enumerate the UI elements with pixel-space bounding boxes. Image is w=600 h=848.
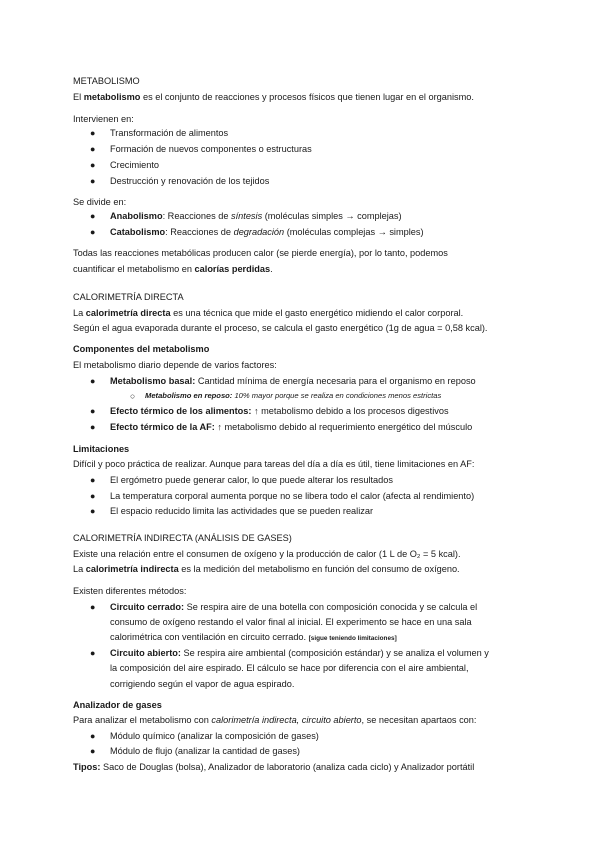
bullet-icon: ● [90,422,96,432]
indirecta-line-2: La calorimetría indirecta es la medición del metabolismo en función del consumo de oxígeno. [73,564,460,574]
bullet-icon: ● [90,731,96,741]
list-item-cerrado: Circuito cerrado: Se respira aire de una botella con composición conocida y se calcula el [110,602,478,612]
analizador-intro: Para analizar el metabolismo con calorimetría indirecta, circuito abierto, se necesitan apartaos con: [73,715,477,725]
indirecta-line-1: Existe una relación entre el consumen de oxígeno y la producción de calor (1 L de O₂ = 5 kcal). [73,549,461,559]
cerrado-line-3: calorimétrica con ventilación en circuito cerrado. [sigue teniendo limitaciones] [110,632,397,642]
bullet-icon: ● [90,406,96,416]
cerrado-line-2: consumo de oxígeno restando el valor final al inicial. El experimento se hace en una sala [110,617,472,627]
list-item-alimentos: Efecto térmico de los alimentos: ↑ metabolismo debido a los procesos digestivos [110,406,449,416]
list-item: Formación de nuevos componentes o estructuras [110,144,312,154]
bullet-icon: ● [90,475,96,485]
list-item-af: Efecto térmico de la AF: ↑ metabolismo debido al requerimiento energético del músculo [110,422,473,432]
list-item-reposo: Metabolismo en reposo: 10% mayor porque se realiza en condiciones menos estrictas [145,391,442,400]
intervienen-heading: Intervienen en: [73,114,134,124]
circle-bullet-icon: ○ [130,391,136,401]
section-heading-indirecta: CALORIMETRÍA INDIRECTA (ANÁLISIS DE GASES) [73,533,292,543]
list-item: El espacio reducido limita las actividades que se pueden realizar [110,506,374,516]
list-item: Módulo de flujo (analizar la cantidad de gases) [110,746,300,756]
list-item: Destrucción y renovación de los tejidos [110,176,270,186]
list-item: La temperatura corporal aumenta porque no se libera todo el calor (afecta al rendimiento) [110,491,475,501]
todas-line-1: Todas las reacciones metabólicas producen calor (se pierde energía), por lo tanto, podemos [73,248,448,258]
list-item-abierto: Circuito abierto: Se respira aire ambiental (composición estándar) y se analiza el volumen y [110,648,489,658]
bullet-icon: ● [90,376,96,386]
componentes-intro: El metabolismo diario depende de varios factores: [73,360,277,370]
list-item: El ergómetro puede generar calor, lo que puede alterar los resultados [110,475,393,485]
bullet-icon: ● [90,176,96,186]
bullet-icon: ● [90,506,96,516]
list-item: Transformación de alimentos [110,128,229,138]
limitaciones-heading: Limitaciones [73,444,130,454]
bullet-icon: ● [90,227,96,237]
list-item-anabolismo: Anabolismo: Reacciones de síntesis (moléculas simples → complejas) [110,211,402,221]
intro-paragraph: El metabolismo es el conjunto de reacciones y procesos físicos que tienen lugar en el organismo. [73,92,474,102]
list-item-catabolismo: Catabolismo: Reacciones de degradación (moléculas complejas → simples) [110,227,424,237]
metodos-heading: Existen diferentes métodos: [73,586,187,596]
directa-line-2: Según el agua evaporada durante el proceso, se calcula el gasto energético (1g de agua = 0,58 kcal). [73,323,488,333]
list-item: Crecimiento [110,160,160,170]
bullet-icon: ● [90,648,96,658]
bullet-icon: ● [90,144,96,154]
bullet-icon: ● [90,746,96,756]
limitaciones-intro: Difícil y poco práctica de realizar. Aunque para tareas del día a día es útil, tiene limitaciones en AF: [73,459,475,469]
divide-heading: Se divide en: [73,197,127,207]
directa-line-1: La calorimetría directa es una técnica que mide el gasto energético midiendo el calor corporal. [73,308,464,318]
bullet-icon: ● [90,211,96,221]
abierto-line-3: corrigiendo según el vapor de agua espirado. [110,679,295,689]
bullet-icon: ● [90,160,96,170]
page-title: METABOLISMO [73,76,140,86]
bullet-icon: ● [90,128,96,138]
analizador-heading: Analizador de gases [73,700,162,710]
todas-line-2: cuantificar el metabolismo en calorías perdidas. [73,264,273,274]
tipos-line: Tipos: Saco de Douglas (bolsa), Analizador de laboratorio (analiza cada ciclo) y Analizador portátil [73,762,475,772]
bullet-icon: ● [90,491,96,501]
componentes-heading: Componentes del metabolismo [73,344,210,354]
list-item: Módulo químico (analizar la composición de gases) [110,731,319,741]
abierto-line-2: la composición del aire espirado. El cálculo se hace por diferencia con el aire ambiental, [110,663,469,673]
bullet-icon: ● [90,602,96,612]
section-heading-directa: CALORIMETRÍA DIRECTA [73,292,184,302]
list-item-basal: Metabolismo basal: Cantidad mínima de energía necesaria para el organismo en reposo [110,376,476,386]
